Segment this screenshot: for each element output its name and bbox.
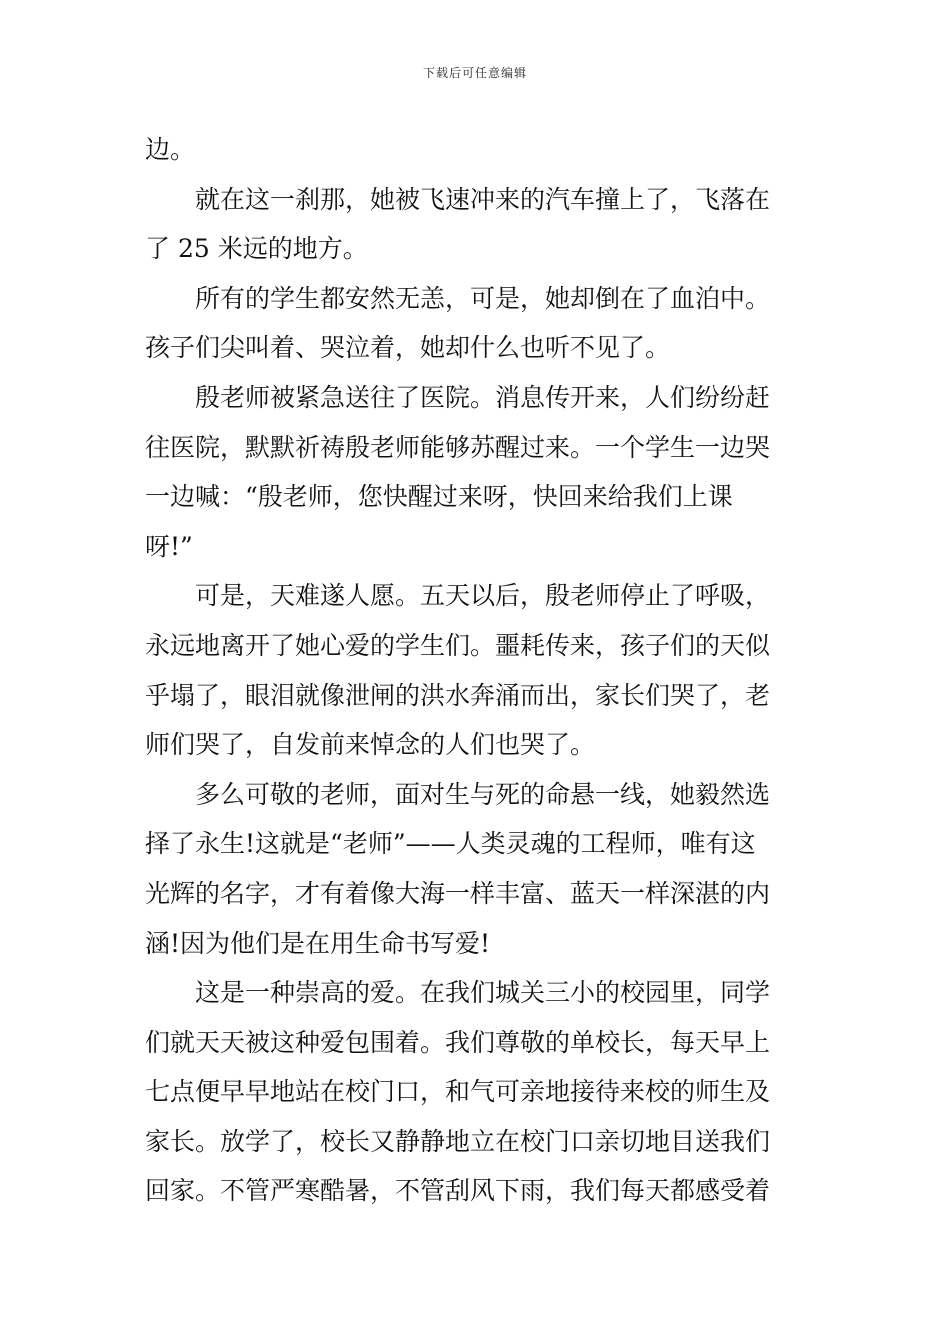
text-line: 可是，天难遂人愿。五天以后，殷老师停止了呼吸， — [145, 581, 771, 611]
text-line: 呀!” — [145, 531, 193, 561]
text-line: 所有的学生都安然无恙，可是，她却倒在了血泊中。 — [145, 283, 771, 313]
text-line: 回家。不管严寒酷暑，不管刮风下雨，我们每天都感受着 — [145, 1176, 771, 1206]
text-line: 永远地离开了她心爱的学生们。噩耗传来，孩子们的天似 — [145, 630, 771, 660]
text-line: 们就天天被这种爱包围着。我们尊敬的单校长，每天早上 — [145, 1027, 771, 1057]
text-line: 往医院，默默祈祷殷老师能够苏醒过来。一个学生一边哭 — [145, 432, 771, 462]
text-line: 师们哭了，自发前来悼念的人们也哭了。 — [145, 730, 596, 760]
text-line: 边。 — [145, 135, 196, 164]
text-line: 一边喊：“殷老师，您快醒过来呀，快回来给我们上课 — [145, 482, 733, 512]
text-line: 乎塌了，眼泪就像泄闸的洪水奔涌而出，家长们哭了，老 — [145, 680, 771, 710]
text-line: 就在这一刹那，她被飞速冲来的汽车撞上了，飞落在 — [145, 184, 771, 214]
text-line: 七点便早早地站在校门口，和气可亲地接待来校的师生及 — [145, 1077, 771, 1107]
body-text — [145, 125, 810, 1216]
text-line: 涵!因为他们是在用生命书写爱! — [145, 928, 491, 958]
header-note: 下载后可任意编辑 — [422, 66, 527, 80]
text-line: 多么可敬的老师，面对生与死的命悬一线，她毅然选 — [145, 779, 771, 809]
text-line: 了 25 米远的地方。 — [145, 234, 368, 264]
text-line: 光辉的名字，才有着像大海一样丰富、蓝天一样深湛的内 — [145, 878, 771, 908]
text-line: 殷老师被紧急送往了医院。消息传开来，人们纷纷赶 — [145, 382, 771, 412]
text-line: 这是一种崇高的爱。在我们城关三小的校园里，同学 — [145, 978, 771, 1008]
text-line: 孩子们尖叫着、哭泣着，她却什么也听不见了。 — [145, 333, 671, 363]
text-line: 择了永生!这就是“老师”——人类灵魂的工程师，唯有这 — [145, 829, 756, 859]
text-line: 家长。放学了，校长又静静地立在校门口亲切地目送我们 — [145, 1126, 771, 1156]
